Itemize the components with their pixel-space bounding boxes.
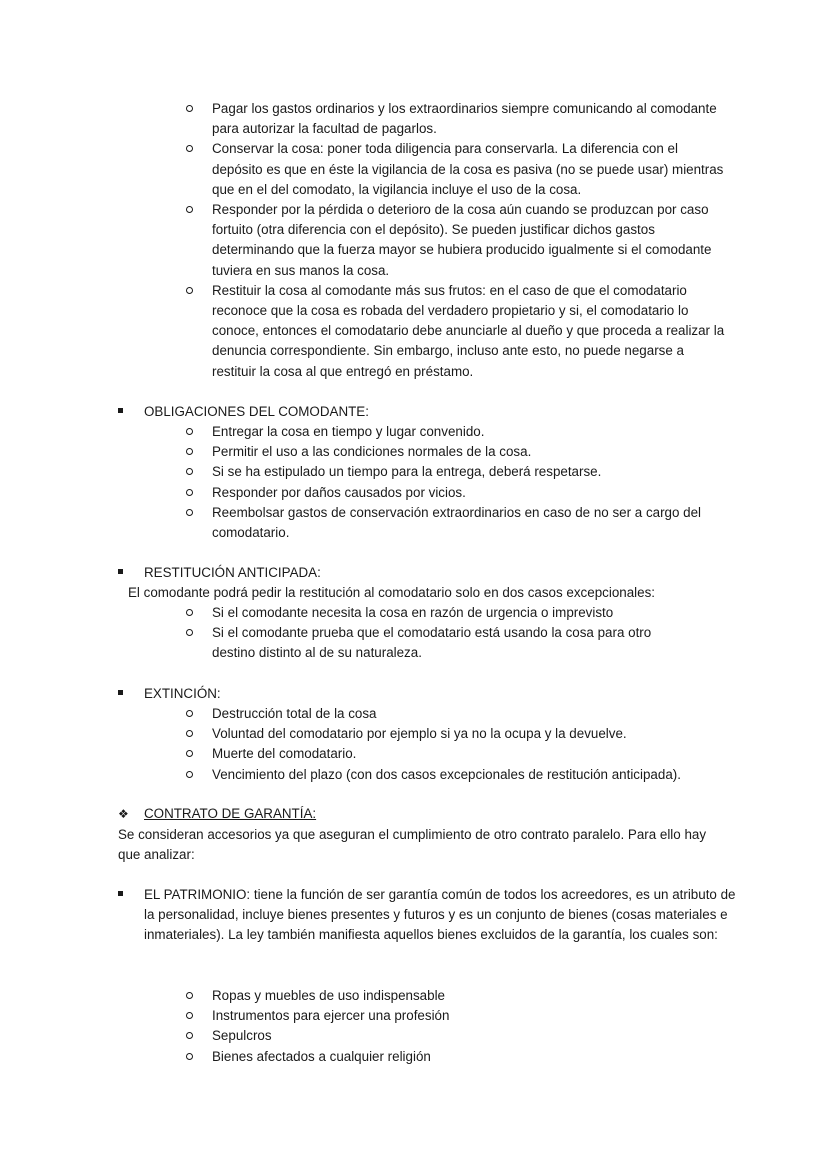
hollow-bullet-icon — [186, 468, 193, 475]
hollow-bullet-icon — [186, 730, 193, 737]
hollow-bullet-icon — [186, 428, 193, 435]
square-bullet-icon — [118, 891, 123, 896]
hollow-bullet-icon — [186, 509, 193, 516]
list-item: Restituir la cosa al comodante más sus frutos: en el caso de que el comodatario reconoce que la cosa es robada del verdadero propietario y si, el comodatario lo conoce, entonces el comodatario debe anunciarle al dueño y que proceda a realizar la denuncia correspondiente. Sin embargo, incluso ante esto, no puede negarse a restituir la cosa al que entregó en préstamo. — [186, 281, 726, 382]
hollow-bullet-icon — [186, 1032, 193, 1039]
list-item: Si el comodante prueba que el comodatario está usando la cosa para otro destino distinto al de su naturaleza. — [186, 623, 686, 663]
restitucion-list — [186, 603, 686, 664]
list-item: Voluntad del comodatario por ejemplo si ya no la ocupa y la devuelve. — [186, 724, 746, 744]
hollow-bullet-icon — [186, 609, 193, 616]
hollow-bullet-icon — [186, 105, 193, 112]
list-item: Pagar los gastos ordinarios y los extraordinarios siempre comunicando al comodante para autorizar la facultad de pagarlos. — [186, 99, 726, 139]
hollow-bullet-icon — [186, 629, 193, 636]
list-item: Responder por daños causados por vicios. — [186, 483, 726, 503]
list-item: Permitir el uso a las condiciones normales de la cosa. — [186, 442, 726, 462]
hollow-bullet-icon — [186, 1012, 193, 1019]
list-item: Destrucción total de la cosa — [186, 704, 746, 724]
list-item: Vencimiento del plazo (con dos casos excepcionales de restitución anticipada). — [186, 765, 746, 785]
square-bullet-icon — [118, 408, 123, 413]
list-item: Reembolsar gastos de conservación extraordinarios en caso de no ser a cargo del comodatario. — [186, 503, 726, 543]
section-heading-extincion: EXTINCIÓN: — [118, 684, 221, 704]
square-bullet-icon — [118, 569, 123, 574]
comodatario-obligations-list — [186, 99, 726, 382]
list-item: Instrumentos para ejercer una profesión — [186, 1006, 706, 1026]
list-item: Entregar la cosa en tiempo y lugar convenido. — [186, 422, 726, 442]
section-heading-restitucion: RESTITUCIÓN ANTICIPADA: — [118, 563, 321, 583]
four-diamond-bullet-icon: ❖ — [118, 807, 129, 821]
extincion-list — [186, 704, 746, 785]
hollow-bullet-icon — [186, 489, 193, 496]
hollow-bullet-icon — [186, 992, 193, 999]
patrimonio-paragraph: EL PATRIMONIO: tiene la función de ser garantía común de todos los acreedores, es un atributo de la personalidad, incluye bienes presentes y futuros y es un conjunto de bienes (cosas materiales e inmateriales). La ley también manifiesta aquellos bienes excluidos de la garantía, los cuales son: — [118, 885, 744, 946]
list-item: Ropas y muebles de uso indispensable — [186, 986, 706, 1006]
hollow-bullet-icon — [186, 750, 193, 757]
list-item: Sepulcros — [186, 1026, 706, 1046]
list-item: Muerte del comodatario. — [186, 744, 746, 764]
list-item: Si se ha estipulado un tiempo para la entrega, deberá respetarse. — [186, 462, 726, 482]
hollow-bullet-icon — [186, 287, 193, 294]
hollow-bullet-icon — [186, 448, 193, 455]
hollow-bullet-icon — [186, 206, 193, 213]
list-item: Conservar la cosa: poner toda diligencia para conservarla. La diferencia con el depósito es que en éste la vigilancia de la cosa es pasiva (no se puede usar) mientras que en el del comodato, la vigilancia incluye el uso de la cosa. — [186, 139, 726, 200]
hollow-bullet-icon — [186, 1053, 193, 1060]
hollow-bullet-icon — [186, 145, 193, 152]
obligaciones-comodante-list — [186, 422, 726, 543]
list-item: Bienes afectados a cualquier religión — [186, 1047, 706, 1067]
patrimonio-excluded-list — [186, 986, 706, 1067]
hollow-bullet-icon — [186, 771, 193, 778]
list-item: Si el comodante necesita la cosa en razón de urgencia o imprevisto — [186, 603, 686, 623]
section-heading-obligaciones: OBLIGACIONES DEL COMODANTE: — [118, 402, 369, 422]
hollow-bullet-icon — [186, 710, 193, 717]
list-item: Responder por la pérdida o deterioro de la cosa aún cuando se produzcan por caso fortuito (otra diferencia con el depósito). Se pueden justificar dichos gastos determinando que la fuerza mayor se hubiera producido igualmente si el comodante tuviera en sus manos la cosa. — [186, 200, 726, 281]
garantia-intro: Se consideran accesorios ya que aseguran el cumplimiento de otro contrato paralelo. Para ello hay que analizar: — [118, 827, 707, 863]
square-bullet-icon — [118, 690, 123, 695]
restitucion-intro: El comodante podrá pedir la restitución al comodatario solo en dos casos excepcionales: — [128, 585, 656, 600]
section-heading-garantia: ❖ CONTRATO DE GARANTÍA: — [118, 804, 316, 824]
